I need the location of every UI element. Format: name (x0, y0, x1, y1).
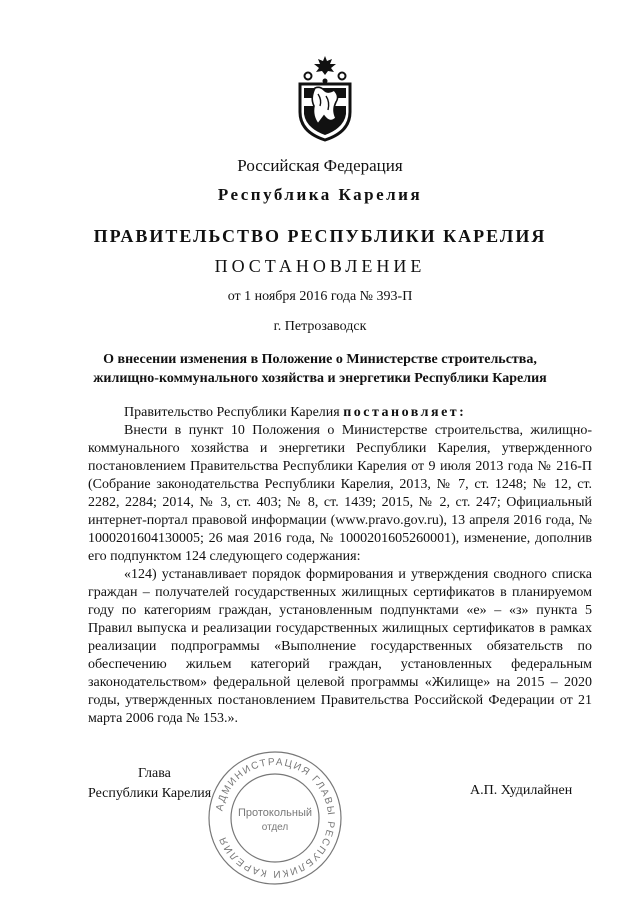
stamp-ring-text: АДМИНИСТРАЦИЯ ГЛАВЫ РЕСПУБЛИКИ КАРЕЛИЯ (214, 756, 337, 880)
subject-line-2: жилищно-коммунального хозяйства и энергетики Республики Карелия (93, 371, 547, 386)
signatory-title-line-2: Республики Карелия (88, 786, 212, 801)
official-stamp-icon (200, 748, 350, 888)
coat-of-arms-icon (296, 54, 354, 142)
intro-paragraph (88, 404, 592, 422)
document-type: ПОСТАНОВЛЕНИЕ (214, 256, 426, 276)
stamp-inner-line-2: отдел (261, 822, 289, 833)
stamp-inner-line-1: Протокольный (237, 807, 313, 819)
federation-name: Российская Федерация (237, 156, 403, 175)
intro-text: Правительство Республики Карелия (124, 405, 344, 420)
date-number: от 1 ноября 2016 года № 393-П (227, 289, 413, 304)
subject-line-1: О внесении изменения в Положение о Министерстве строительства, (103, 352, 537, 367)
signatory-name: А.П. Худилайнен (470, 783, 573, 798)
body-paragraph-2: «124) устанавливает порядок формирования и утверждения сводного списка граждан – получателей государственных жилищных сертификатов в планируемом году по категориям граждан, установленным подпунктами «е» – «з» пункта 5 Правил выпуска и реализации государственных жилищных сертификатов в рамках реализации подпрограммы «Выполнение государственных обязательств по обеспечению жильем категорий граждан, установленных федеральным законодательством» федеральной целевой программы «Жилище» на 2015 – 2020 годы, утвержденных постановлением Правительства Российской Федерации от 21 марта 2006 года № 153.». (88, 567, 592, 726)
republic-name: Республика Карелия (217, 185, 423, 204)
body-paragraph-1: Внести в пункт 10 Положения о Министерстве строительства, жилищно-коммунального хозяйства и энергетики Республики Карелия, утвержденного постановлением Правительства Республики Карелия от 9 июля 2013 года № 216-П (Собрание законодательства Республики Карелия, 2013, № 7, ст. 1248; № 12, ст. 2282, 2284; 2014, № 3, ст. 403; № 8, ст. 1439; 2015, № 2, ст. 247; Официальный интернет-портал правовой информации (www.pravo.gov.ru), 13 апреля 2016 года, № 1000201604130005; 26 мая 2016 года, № 1000201605260001), изменение, дополнив его подпунктом 124 следующего содержания: (88, 423, 592, 564)
document-subject (78, 350, 562, 388)
resolves-word: постановляет: (343, 405, 467, 420)
signatory-title (88, 764, 211, 804)
government-name: ПРАВИТЕЛЬСТВО РЕСПУБЛИКИ КАРЕЛИЯ (93, 226, 547, 246)
document-body (88, 404, 592, 728)
signatory-title-line-1: Глава (138, 766, 171, 781)
city-name: г. Петрозаводск (273, 319, 367, 334)
